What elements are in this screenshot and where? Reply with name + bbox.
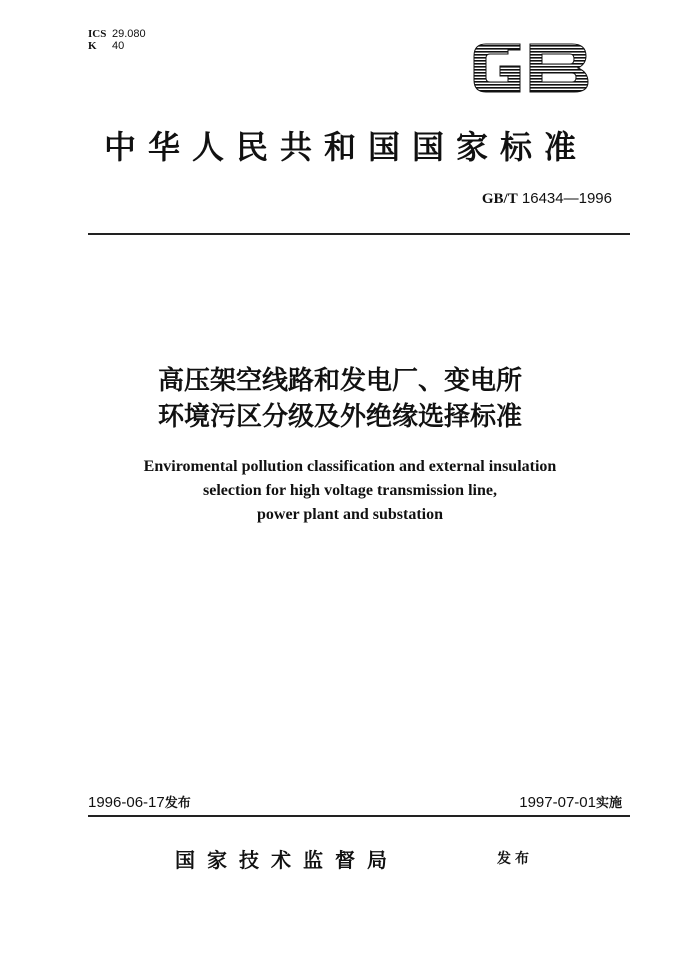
effective-date-value: 1997-07-01 [519, 794, 596, 811]
k-label: K [88, 40, 97, 52]
top-divider [88, 233, 630, 235]
issuer-name: 国家技术监督局 [175, 848, 399, 872]
issue-date-value: 1996-06-17 [88, 794, 165, 811]
ics-row [88, 28, 146, 40]
gb-logo-icon [468, 36, 592, 100]
title-en-line1: Enviromental pollution classification and external insulation [143, 458, 557, 475]
bottom-divider [88, 815, 630, 817]
title-cn-line2: 环境污区分级及外绝缘选择标准 [157, 402, 522, 432]
title-cn-line1: 高压架空线路和发电厂、变电所 [157, 366, 522, 396]
issue-date [88, 792, 191, 811]
standard-prefix: GB/T [481, 191, 518, 207]
standard-number [482, 190, 612, 208]
effective-date [519, 792, 622, 811]
ics-label: ICS [88, 28, 107, 40]
classification-codes [88, 28, 146, 52]
effective-date-suffix: 实施 [595, 796, 622, 811]
title-en-line3: power plant and substation [257, 506, 443, 523]
k-row [88, 40, 146, 52]
standard-code: 16434—1996 [521, 190, 612, 207]
ics-code: 29.080 [112, 28, 146, 40]
issue-date-suffix: 发布 [164, 796, 191, 811]
issuer-suffix: 发布 [497, 851, 533, 867]
title-en-line2: selection for high voltage transmission line, [203, 482, 497, 499]
organization-title: 中华人民共和国国家标准 [103, 128, 588, 166]
k-code: 40 [112, 40, 125, 52]
